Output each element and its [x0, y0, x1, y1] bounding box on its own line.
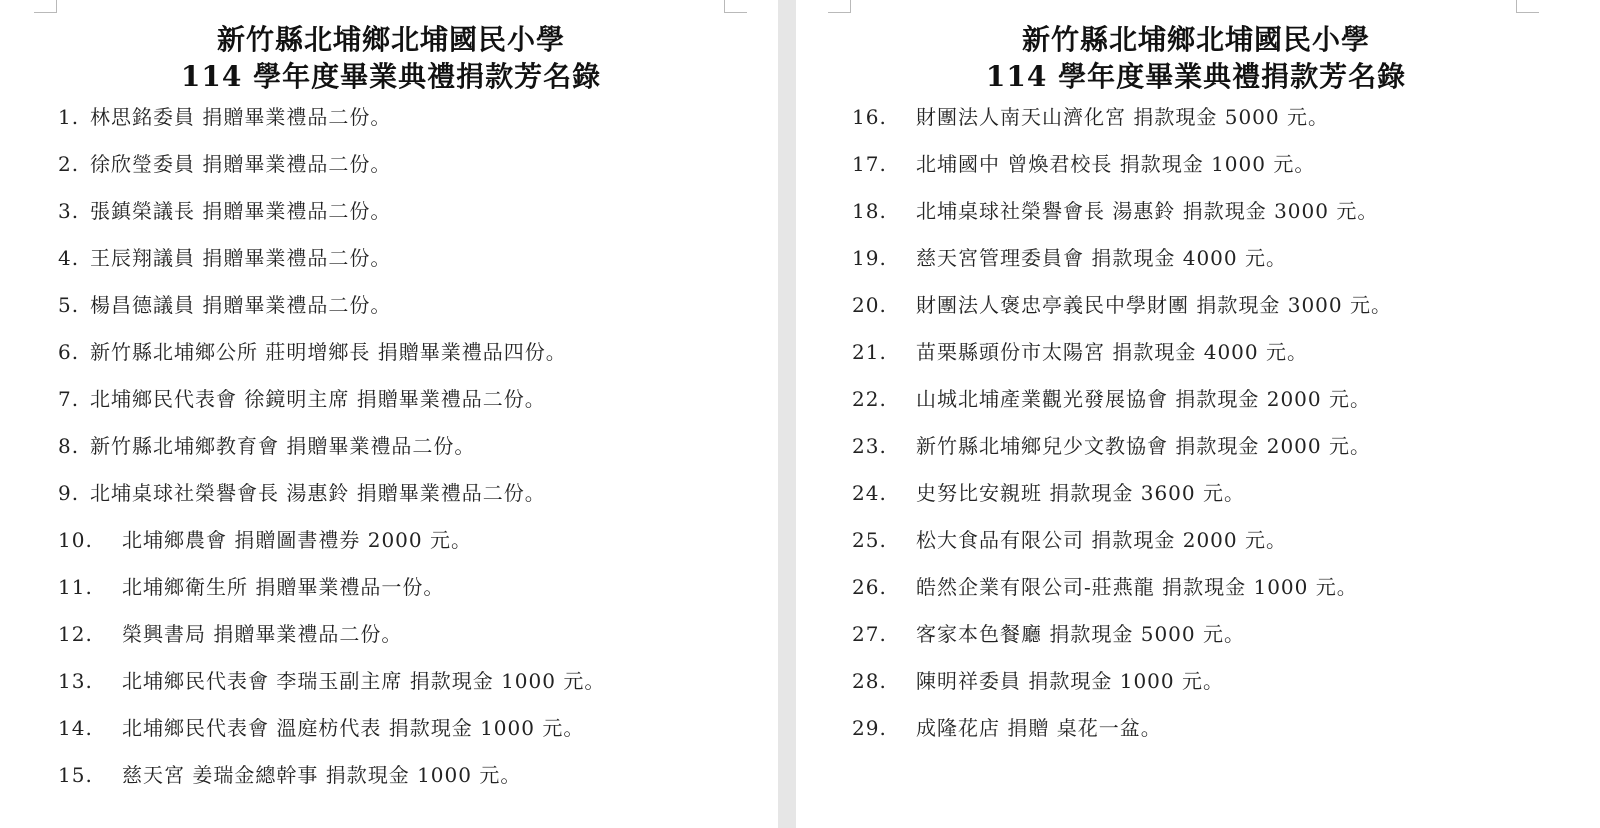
margin-corner-mark [34, 0, 57, 13]
donor-entry [852, 428, 1392, 475]
entry-number: 14. [58, 716, 93, 740]
donor-entry [852, 616, 1392, 663]
entry-text: 慈天宮管理委員會 捐款現金 4000 元。 [916, 246, 1287, 270]
entry-number: 6. [58, 340, 80, 364]
entry-text: 北埔鄉農會 捐贈圖書禮券 2000 元。 [122, 528, 472, 552]
margin-corner-mark [828, 0, 851, 13]
entry-text: 皓然企業有限公司-莊燕龍 捐款現金 1000 元。 [916, 575, 1358, 599]
donor-entry [58, 522, 605, 569]
donor-entry [58, 710, 605, 757]
entry-text: 客家本色餐廳 捐款現金 5000 元。 [916, 622, 1245, 646]
donor-list [58, 99, 605, 804]
donor-entry [852, 240, 1392, 287]
entry-number: 23. [852, 434, 887, 458]
entry-text: 徐欣瑩委員 捐贈畢業禮品二份。 [90, 152, 392, 176]
entry-number: 4. [58, 246, 80, 270]
entry-number: 10. [58, 528, 93, 552]
entry-number: 16. [852, 105, 887, 129]
entry-text: 新竹縣北埔鄉教育會 捐贈畢業禮品二份。 [90, 434, 476, 458]
donor-entry [852, 663, 1392, 710]
document-page-right [796, 0, 1600, 828]
entry-number: 7. [58, 387, 80, 411]
donor-entry [58, 381, 605, 428]
entry-text: 新竹縣北埔鄉兒少文教協會 捐款現金 2000 元。 [916, 434, 1371, 458]
entry-number: 8. [58, 434, 80, 458]
donor-entry [852, 475, 1392, 522]
entry-number: 12. [58, 622, 93, 646]
entry-number: 3. [58, 199, 80, 223]
entry-number: 27. [852, 622, 887, 646]
entry-text: 北埔鄉民代表會 溫庭枋代表 捐款現金 1000 元。 [122, 716, 585, 740]
entry-text: 苗栗縣頭份市太陽宮 捐款現金 4000 元。 [916, 340, 1308, 364]
entry-number: 11. [58, 575, 93, 599]
entry-text: 陳明祥委員 捐款現金 1000 元。 [916, 669, 1224, 693]
donor-list [852, 99, 1392, 757]
entry-text: 北埔鄉衛生所 捐贈畢業禮品一份。 [122, 575, 445, 599]
entry-text: 新竹縣北埔鄉公所 莊明增鄉長 捐贈畢業禮品四份。 [90, 340, 567, 364]
entry-text: 史努比安親班 捐款現金 3600 元。 [916, 481, 1245, 505]
donor-entry [852, 381, 1392, 428]
entry-text: 成隆花店 捐贈 桌花一盆。 [916, 716, 1162, 740]
donor-entry [852, 569, 1392, 616]
entry-text: 榮興書局 捐贈畢業禮品二份。 [122, 622, 403, 646]
donor-entry [852, 99, 1392, 146]
entry-text: 王辰翔議員 捐贈畢業禮品二份。 [90, 246, 392, 270]
donor-entry [852, 146, 1392, 193]
donor-entry [58, 475, 605, 522]
donor-entry [852, 710, 1392, 757]
donor-entry [58, 240, 605, 287]
entry-number: 5. [58, 293, 80, 317]
entry-text: 財團法人褒忠亭義民中學財團 捐款現金 3000 元。 [916, 293, 1392, 317]
margin-corner-mark [724, 0, 747, 13]
page-title-donor-list: 114 學年度畢業典禮捐款芳名錄 [985, 60, 1407, 93]
entry-text: 北埔國中 曾煥君校長 捐款現金 1000 元。 [916, 152, 1316, 176]
entry-number: 2. [58, 152, 80, 176]
entry-text: 北埔鄉民代表會 徐鏡明主席 捐贈畢業禮品二份。 [90, 387, 546, 411]
page-title-donor-list: 114 學年度畢業典禮捐款芳名錄 [180, 60, 602, 93]
entry-text: 北埔桌球社榮譽會長 湯惠鈴 捐贈畢業禮品二份。 [90, 481, 546, 505]
margin-corner-mark [1516, 0, 1539, 13]
donor-entry [58, 99, 605, 146]
entry-text: 北埔鄉民代表會 李瑞玉副主席 捐款現金 1000 元。 [122, 669, 606, 693]
donor-entry [58, 428, 605, 475]
page-title-school: 新竹縣北埔鄉北埔國民小學 [1021, 23, 1370, 56]
entry-number: 13. [58, 669, 93, 693]
document-page-left [0, 0, 778, 828]
entry-text: 楊昌德議員 捐贈畢業禮品二份。 [90, 293, 392, 317]
entry-number: 17. [852, 152, 887, 176]
page-title-school: 新竹縣北埔鄉北埔國民小學 [216, 23, 565, 56]
donor-entry [58, 193, 605, 240]
donor-entry [58, 663, 605, 710]
donor-entry [58, 569, 605, 616]
entry-number: 20. [852, 293, 887, 317]
donor-entry [58, 146, 605, 193]
donor-entry [852, 193, 1392, 240]
entry-number: 24. [852, 481, 887, 505]
entry-number: 9. [58, 481, 80, 505]
entry-text: 北埔桌球社榮譽會長 湯惠鈴 捐款現金 3000 元。 [916, 199, 1379, 223]
entry-number: 26. [852, 575, 887, 599]
donor-entry [852, 334, 1392, 381]
donor-entry [852, 287, 1392, 334]
donor-entry [58, 757, 605, 804]
entry-number: 29. [852, 716, 887, 740]
entry-number: 1. [58, 105, 80, 129]
entry-number: 21. [852, 340, 887, 364]
entry-number: 25. [852, 528, 887, 552]
entry-text: 松大食品有限公司 捐款現金 2000 元。 [916, 528, 1287, 552]
donor-entry [58, 616, 605, 663]
entry-text: 慈天宮 姜瑞金總幹事 捐款現金 1000 元。 [122, 763, 522, 787]
entry-text: 張鎮榮議長 捐贈畢業禮品二份。 [90, 199, 392, 223]
donor-entry [58, 287, 605, 334]
entry-number: 19. [852, 246, 887, 270]
entry-text: 財團法人南天山濟化宮 捐款現金 5000 元。 [916, 105, 1329, 129]
entry-text: 山城北埔產業觀光發展協會 捐款現金 2000 元。 [916, 387, 1371, 411]
entry-number: 22. [852, 387, 887, 411]
entry-number: 28. [852, 669, 887, 693]
entry-number: 15. [58, 763, 93, 787]
entry-number: 18. [852, 199, 887, 223]
donor-entry [58, 334, 605, 381]
entry-text: 林思銘委員 捐贈畢業禮品二份。 [90, 105, 392, 129]
donor-entry [852, 522, 1392, 569]
